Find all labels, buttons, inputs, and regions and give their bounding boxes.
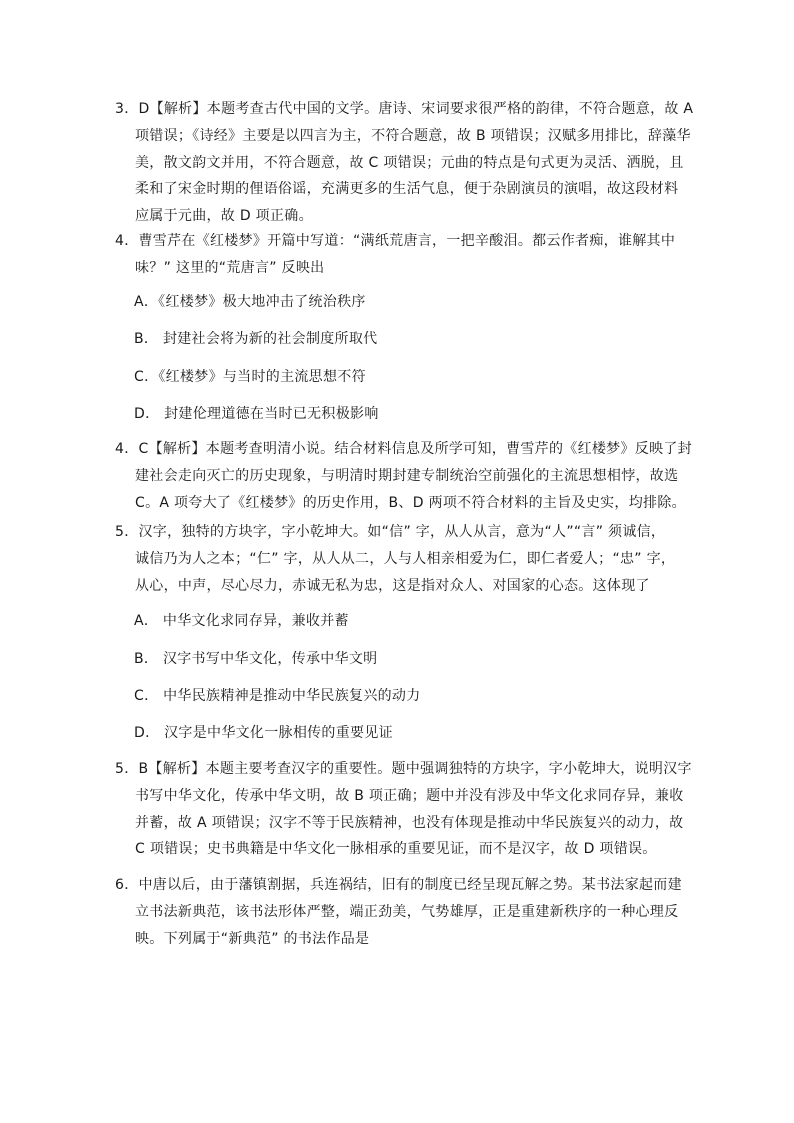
text-line: 从心，中声，尽心尽力，赤诚无私为忠，这是指对众人、对国家的心态。这体现了 (135, 577, 650, 594)
text-line: C 项错误；史书典籍是中华文化一脉相承的重要见证，而不是汉字，故 D 项错误。 (135, 841, 657, 858)
question-6-stem (115, 872, 682, 952)
text-line: 应属于元曲，故 D 项正确。 (135, 208, 313, 225)
question-5-stem (115, 519, 675, 599)
question-4-stem (115, 228, 675, 282)
text-line: 3．D【解析】本题考查古代中国的文学。唐诗、宋词要求很严格的韵律，不符合题意，故 A (115, 101, 694, 117)
text-line: 5．汉字，独特的方块字，字小乾坤大。如“信” 字，从人从言，意为“人”“言” 须诚信， (115, 524, 666, 540)
answer-4-explanation (115, 436, 692, 516)
text-line: 柔和了宋金时期的俚语俗谣，充满更多的生活气息，便于杂剧演员的演唱，故这段材料 (135, 181, 679, 198)
answer-3-explanation (115, 96, 694, 230)
text-line: 诚信乃为人之本；“仁” 字，从人从二，人与人相亲相爱为仁，即仁者爱人；“忠” 字， (135, 550, 676, 567)
text-line: C。A 项夸大了《红楼梦》的历史作用，B、D 两项不符合材料的主旨及史实，均排除。 (135, 494, 686, 511)
text-line: 项错误；《诗经》主要是以四言为主，不符合题意，故 B 项错误；汉赋多用排比，辞藻华 (135, 127, 691, 144)
question-5-option-d: D． 汉字是中华文化一脉相传的重要见证 (134, 725, 393, 741)
text-line: 味？” 这里的“荒唐言” 反映出 (135, 259, 325, 276)
text-line: 书写中华文化，传承中华文明，故 B 项正确；题中并没有涉及中华文化求同存异，兼收 (135, 787, 684, 804)
question-5-option-b: B． 汉字书写中华文化，传承中华文明 (134, 651, 378, 667)
text-line: 美，散文韵文并用，不符合题意，故 C 项错误；元曲的特点是句式更为灵活、洒脱，且 (135, 154, 684, 171)
text-line: 6．中唐以后，由于藩镇割据，兵连祸结，旧有的制度已经呈现瓦解之势。某书法家起而建 (115, 877, 682, 893)
text-line: 映。下列属于“新典范” 的书法作品是 (135, 930, 370, 947)
question-4-option-c: C．《红楼梦》与当时的主流思想不符 (134, 369, 366, 385)
question-4-option-b: B． 封建社会将为新的社会制度所取代 (134, 331, 378, 347)
question-4-option-d: D． 封建伦理道德在当时已无积极影响 (134, 406, 379, 422)
text-line: 4．C【解析】本题考查明清小说。结合材料信息及所学可知，曹雪芹的《红楼梦》反映了封 (115, 441, 692, 457)
question-5-option-a: A． 中华文化求同存异，兼收并蓄 (134, 613, 349, 629)
text-line: 5．B【解析】本题主要考查汉字的重要性。题中强调独特的方块字，字小乾坤大，说明汉字 (115, 761, 692, 777)
question-4-option-a: A．《红楼梦》极大地冲击了统治秩序 (134, 294, 366, 310)
text-line: 建社会走向灭亡的历史现象，与明清时期封建专制统治空前强化的主流思想相悖，故选 (135, 467, 679, 484)
text-line: 4．曹雪芹在《红楼梦》开篇中写道：“满纸荒唐言，一把辛酸泪。都云作者痴，谁解其中 (115, 233, 676, 249)
answer-5-explanation (115, 756, 692, 863)
question-5-option-c: C． 中华民族精神是推动中华民族复兴的动力 (134, 688, 421, 704)
text-line: 并蓄，故 A 项错误；汉字不等于民族精神，也没有体现是推动中华民族复兴的动力，故 (135, 814, 684, 831)
text-line: 立书法新典范，该书法形体严整，端正劲美，气势雄厚，正是重建新秩序的一种心理反 (135, 903, 679, 920)
